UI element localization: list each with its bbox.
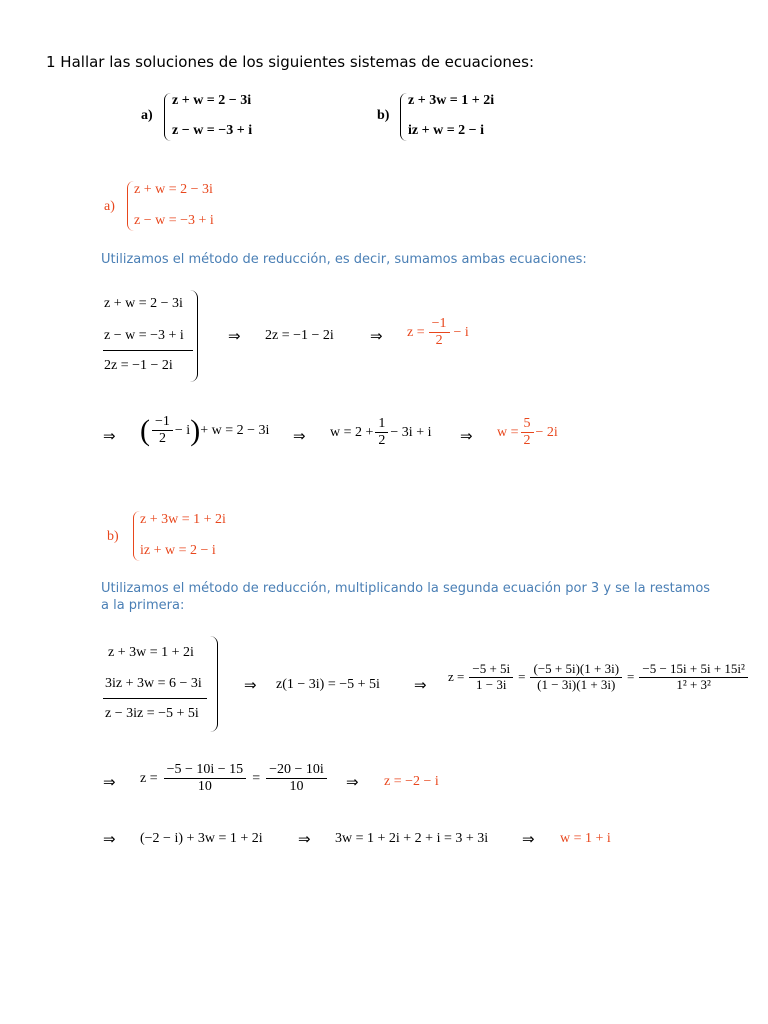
equals-sign: = (518, 669, 526, 685)
implies-icon: ⇒ (293, 429, 306, 445)
problem-a-label: a) (141, 108, 153, 123)
implies-icon: ⇒ (414, 678, 427, 694)
numerator: 5 (521, 416, 534, 433)
denominator: (1 − 3i)(1 + 3i) (537, 676, 616, 692)
part-a-label: a) (104, 199, 115, 214)
paren-close: ) (190, 413, 201, 447)
part-b-step1: z(1 − 3i) = −5 + 5i (276, 677, 380, 692)
problem-b-eq2: iz + w = 2 − i (408, 123, 485, 138)
w-answer-b: w = 1 + i (560, 831, 611, 846)
page-title: 1 Hallar las soluciones de los siguientes sistemas de ecuaciones: (46, 53, 534, 71)
equals-sign: = (627, 669, 635, 685)
denominator: 1 − 3i (476, 676, 507, 692)
part-a-method-text: Utilizamos el método de reducción, es decir, sumamos ambas ecuaciones: (101, 252, 587, 267)
red-eq2: 3iz + 3w = 6 − 3i (105, 676, 202, 691)
right-brace-icon (190, 290, 198, 382)
w-substitution-b: (−2 − i) + 3w = 1 + 2i (140, 831, 263, 846)
part-b-eq1: z + 3w = 1 + 2i (140, 512, 226, 527)
sub-rest: − i (174, 422, 191, 438)
fraction (152, 414, 173, 447)
w-tail: − 2i (535, 424, 558, 440)
part-b-eq2: iz + w = 2 − i (140, 543, 216, 558)
implies-icon: ⇒ (522, 832, 535, 848)
red-divider (103, 698, 207, 699)
fraction (375, 416, 388, 449)
z-prefix: z = (407, 324, 425, 340)
w-prefix: w = 2 + (330, 424, 374, 440)
w-prefix: w = (497, 424, 519, 440)
z-answer-a (407, 316, 469, 349)
numerator: −5 + 5i (469, 662, 513, 678)
problem-a-eq1: z + w = 2 − 3i (172, 93, 252, 108)
implies-icon: ⇒ (370, 329, 383, 345)
z-answer-b: z = −2 − i (384, 774, 439, 789)
denominator: 2 (435, 333, 443, 349)
fraction (469, 662, 513, 693)
problem-b-label: b) (377, 108, 390, 123)
problem-a-eq2: z − w = −3 + i (172, 123, 253, 138)
problem-b-eq1: z + 3w = 1 + 2i (408, 93, 495, 108)
w-tail: − 3i + i (390, 424, 432, 440)
implies-icon: ⇒ (298, 832, 311, 848)
part-b-method-line1: Utilizamos el método de reducción, multiplicando la segunda ecuación por 3 y se la restamos (101, 581, 711, 596)
sum-eq2: z − w = −3 + i (104, 328, 184, 343)
brace-icon (164, 93, 171, 141)
sum-result: 2z = −1 − 2i (104, 358, 173, 373)
denominator: 1² + 3² (676, 676, 711, 692)
sum-divider (103, 350, 193, 351)
part-a-step1: 2z = −1 − 2i (265, 328, 334, 343)
numerator: (−5 + 5i)(1 + 3i) (530, 662, 622, 678)
brace-icon (133, 511, 140, 561)
equals-sign: = (252, 770, 261, 786)
fraction (530, 662, 622, 693)
red-eq1: z + 3w = 1 + 2i (108, 645, 194, 660)
denominator: 10 (197, 779, 212, 795)
z-simplify-b (140, 762, 329, 795)
w-calc-b: 3w = 1 + 2i + 2 + i = 3 + 3i (335, 831, 489, 846)
numerator: −5 − 10i − 15 (164, 762, 247, 779)
part-a-eq1: z + w = 2 − 3i (134, 182, 213, 197)
part-a-eq2: z − w = −3 + i (134, 213, 214, 228)
denominator: 10 (289, 779, 304, 795)
substitution (140, 414, 269, 447)
fraction (521, 416, 534, 449)
denominator: 2 (378, 433, 386, 449)
denominator: 2 (158, 431, 166, 447)
implies-icon: ⇒ (460, 429, 473, 445)
implies-icon: ⇒ (228, 329, 241, 345)
z-derivation-b (448, 662, 750, 693)
fraction (266, 762, 327, 795)
fraction (164, 762, 247, 795)
z-eq: z = (448, 669, 465, 685)
part-b-label: b) (107, 529, 119, 544)
right-brace-icon (210, 636, 218, 732)
implies-icon: ⇒ (103, 775, 116, 791)
fraction (639, 662, 748, 693)
paren-open: ( (140, 413, 150, 447)
implies-icon: ⇒ (103, 429, 116, 445)
sub-tail: + w = 2 − 3i (200, 422, 270, 438)
implies-icon: ⇒ (346, 775, 359, 791)
fraction (429, 316, 450, 349)
numerator: −5 − 15i + 5i + 15i² (639, 662, 748, 678)
implies-icon: ⇒ (244, 678, 257, 694)
z-suffix: − i (453, 324, 469, 340)
numerator: −20 − 10i (266, 762, 327, 779)
implies-icon: ⇒ (103, 832, 116, 848)
numerator: −1 (152, 414, 173, 431)
sum-eq1: z + w = 2 − 3i (104, 296, 183, 311)
w-answer-a (497, 416, 558, 449)
denominator: 2 (523, 433, 531, 449)
brace-icon (400, 93, 407, 141)
numerator: −1 (429, 316, 450, 333)
red-result: z − 3iz = −5 + 5i (105, 706, 199, 721)
brace-icon (127, 181, 134, 231)
w-calc-a (330, 416, 431, 449)
part-b-method-line2: a la primera: (101, 598, 185, 613)
z-eq: z = (140, 770, 158, 786)
numerator: 1 (375, 416, 388, 433)
